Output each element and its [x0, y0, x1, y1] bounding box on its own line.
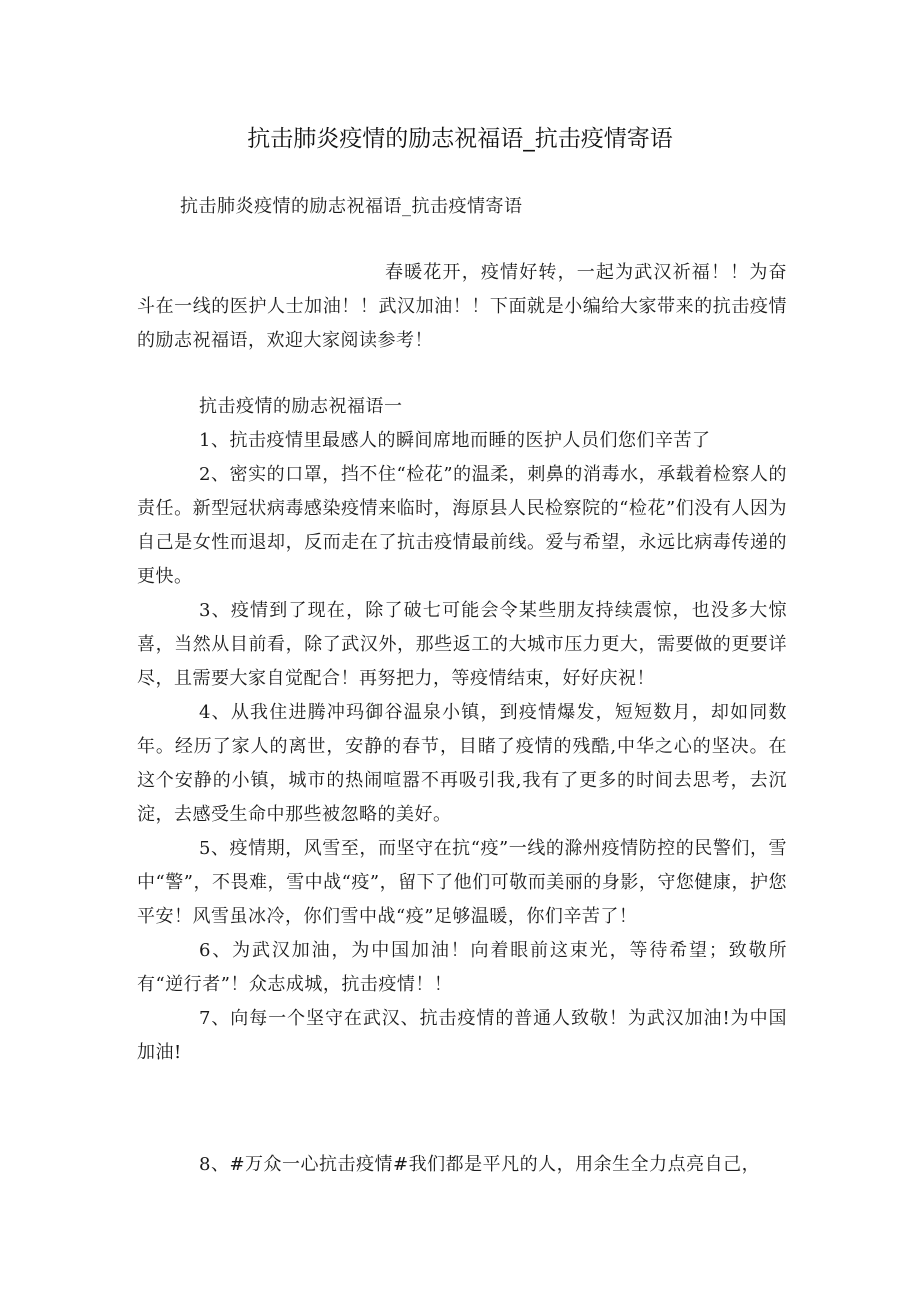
document-title: 抗击肺炎疫情的励志祝福语_抗击疫情寄语 [247, 126, 673, 152]
list-item: 3、疫情到了现在，除了破七可能会令某些朋友持续震惊，也没多大惊喜，当然从目前看，除了武汉外，那些返工的大城市压力更大，需要做的更要详尽，且需要大家自觉配合！再努把力，等疫情结束，好好庆祝！ [137, 600, 787, 689]
list-item: 5、疫情期，风雪至，而坚守在抗“疫”一线的滁州疫情防控的民警们，雪中“警”，不畏难，雪中战“疫”，留下了他们可敬而美丽的身影，守您健康，护您平安！风雪虽冰冷，你们雪中战“疫”足够温暖，你们辛苦了！ [137, 838, 787, 927]
list-item-8: 8、#万众一心抗击疫情#我们都是平凡的人，用余生全力点亮自己， [199, 1154, 761, 1175]
intro-paragraph: 春暖花开，疫情好转，一起为武汉祈福！！为奋斗在一线的医护人士加油！！武汉加油！！下面就是小编给大家带来的抗击疫情的励志祝福语，欢迎大家阅读参考！ [137, 262, 787, 351]
list-item: 1、抗击疫情里最感人的瞬间席地而睡的医护人员们您们辛苦了 [199, 430, 711, 451]
list-item: 4、从我住进腾冲玛御谷温泉小镇，到疫情爆发，短短数月，却如同数年。经历了家人的离世，安静的春节，目睹了疫情的残酷,中华之心的坚决。在这个安静的小镇，城市的热闹喧嚣不再吸引我,我有了更多的时间去思考，去沉淀，去感受生命中那些被忽略的美好。 [137, 702, 787, 825]
section-heading: 抗击疫情的励志祝福语一 [199, 396, 403, 417]
blessing-list [137, 424, 787, 1070]
document-subtitle: 抗击肺炎疫情的励志祝福语_抗击疫情寄语 [180, 196, 523, 217]
list-item: 6、为武汉加油，为中国加油！向着眼前这束光，等待希望；致敬所有“逆行者”！众志成城，抗击疫情！！ [137, 940, 787, 995]
list-item: 7、向每一个坚守在武汉、抗击疫情的普通人致敬！为武汉加油!为中国加油! [137, 1008, 787, 1063]
list-item: 2、密实的口罩，挡不住“检花”的温柔，刺鼻的消毒水，承载着检察人的责任。新型冠状病毒感染疫情来临时，海原县人民检察院的“检花”们没有人因为自己是女性而退却，反而走在了抗击疫情最前线。爱与希望，永远比病毒传递的更快。 [137, 464, 787, 587]
